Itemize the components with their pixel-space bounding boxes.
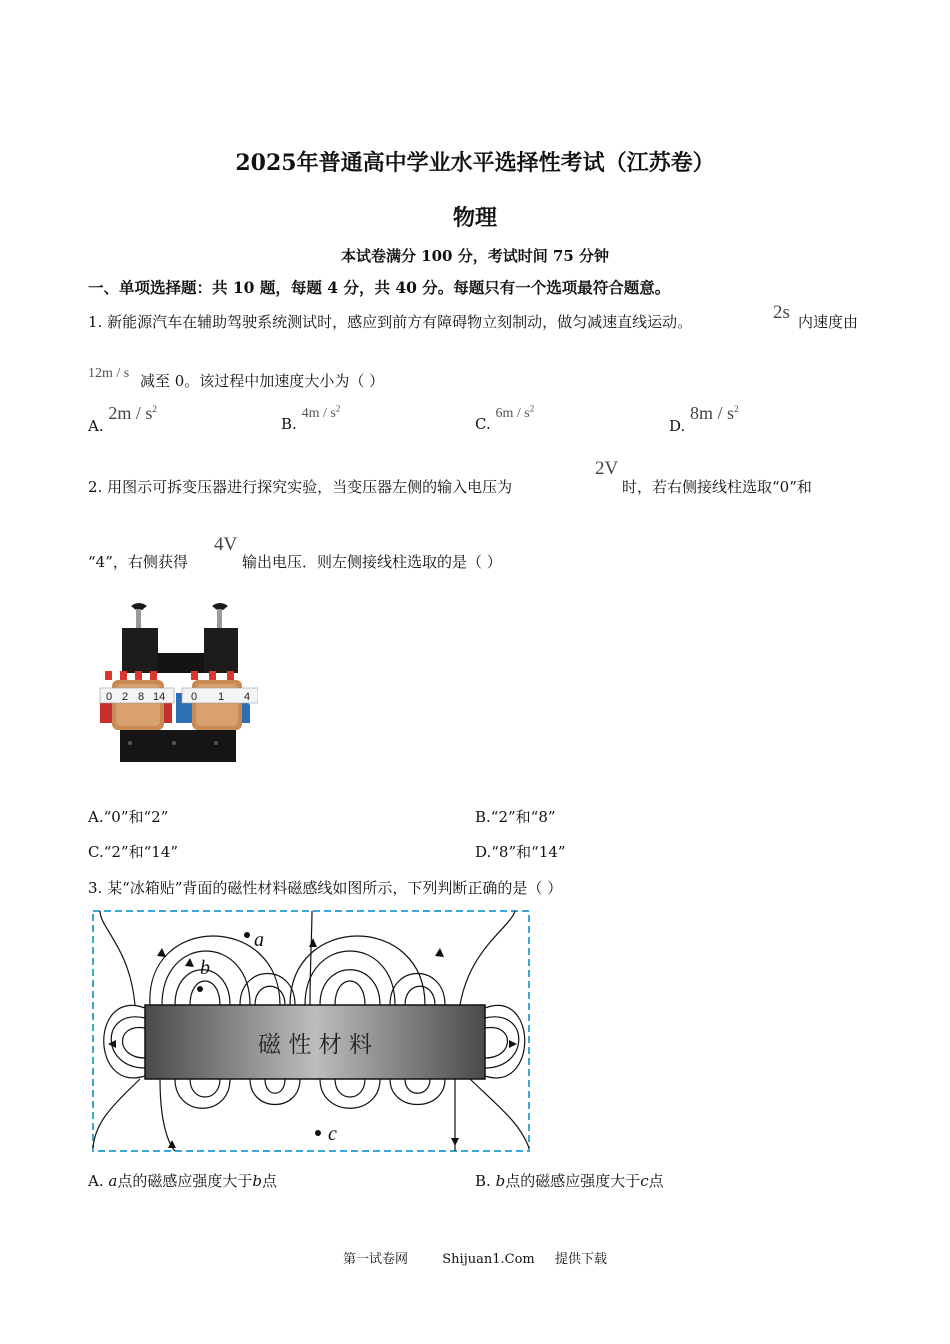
q2-stem-b: 时，若右侧接线柱选取“0”和: [622, 478, 812, 496]
left-terminal-label: 14: [153, 691, 166, 703]
q2-stem-d: 输出电压．则左侧接线柱选取的是（ ）: [242, 553, 502, 571]
option-letter: C.: [475, 415, 491, 433]
q2-option-d[interactable]: [475, 841, 566, 862]
footer-right: 提供下载: [555, 1252, 608, 1267]
left-terminal-label: 0: [106, 691, 113, 703]
point-c-label: c: [328, 1123, 337, 1145]
footer-site[interactable]: Shijuan1.Com: [442, 1252, 535, 1267]
magnetic-field-figure: [90, 908, 532, 1154]
option-letter: D.: [475, 843, 492, 861]
option-text: 点的磁感应强度大于: [117, 1172, 253, 1190]
q2-v-out: 4V: [214, 534, 238, 555]
point-a-label: a: [254, 929, 264, 951]
option-letter: C.: [88, 843, 104, 861]
option-value: $4m / s^2$: [301, 403, 341, 421]
option-text: “0”和“2”: [103, 808, 169, 826]
option-letter: A.: [88, 808, 104, 826]
option-text: 点: [261, 1172, 277, 1190]
option-text: 点的磁感应强度大于: [505, 1172, 641, 1190]
section-heading: 一、单项选择题：共 10 题，每题 4 分，共 40 分。每题只有一个选项最符合题意。: [88, 278, 671, 297]
footer: [0, 1248, 950, 1267]
right-knob-icon: [212, 603, 228, 631]
q3-option-b[interactable]: [475, 1170, 664, 1191]
option-letter: D.: [669, 417, 686, 435]
q1-stem-a: 1. 新能源汽车在辅助驾驶系统测试时，感应到前方有障碍物立刻制动，做匀减速直线运动。: [88, 313, 693, 331]
point-c-marker: [315, 1130, 321, 1136]
option-var: c: [640, 1172, 649, 1190]
right-terminal-label: 0: [191, 691, 198, 703]
q2-option-b[interactable]: [475, 806, 556, 827]
right-terminal-label: 4: [244, 691, 251, 703]
q2-v-in: 2V: [595, 458, 619, 479]
footer-left: 第一试卷网: [342, 1252, 408, 1267]
option-var: b: [252, 1172, 262, 1190]
transformer-figure: [98, 598, 258, 768]
option-var: a: [108, 1172, 118, 1190]
q3-stem: 3. 某“冰箱贴”背面的磁性材料磁感线如图所示，下列判断正确的是（ ）: [88, 879, 563, 897]
q3-option-a[interactable]: [88, 1170, 277, 1191]
q2-option-c[interactable]: [88, 841, 178, 862]
subject-title: 物理: [452, 205, 497, 231]
q2-stem-c: “4”，右侧获得: [88, 553, 188, 571]
left-terminal-label: 2: [122, 691, 129, 703]
q1-time: 2s: [773, 302, 790, 323]
option-text: “2”和“8”: [490, 808, 556, 826]
option-text: “2”和“14”: [103, 843, 179, 861]
exam-title: 2025年普通高中学业水平选择性考试（江苏卷）: [235, 150, 715, 176]
option-text: “8”和“14”: [491, 843, 566, 861]
option-letter: A.: [88, 417, 104, 435]
q1-option-c[interactable]: [475, 403, 535, 433]
q2-stem-a: 2. 用图示可拆变压器进行探究实验，当变压器左侧的输入电压为: [88, 478, 513, 496]
option-letter: B.: [475, 808, 491, 826]
q1-option-d[interactable]: [669, 403, 739, 435]
option-var: b: [495, 1172, 506, 1190]
option-letter: A.: [88, 1172, 104, 1190]
option-letter: B.: [475, 1172, 491, 1190]
q1-stem-c: 减至 0。该过程中加速度大小为（ ）: [140, 372, 385, 390]
left-knob-icon: [131, 603, 147, 631]
q1-stem-line1: [88, 311, 692, 332]
left-terminal-label: 8: [138, 691, 145, 703]
option-value: $6m / s^2$: [495, 403, 535, 421]
q1-option-b[interactable]: [281, 403, 341, 433]
option-value: $2m / s^2$: [108, 403, 157, 423]
point-a-marker: [244, 932, 250, 938]
point-b-marker: [197, 986, 203, 992]
option-text: 点: [648, 1172, 664, 1190]
q2-option-a[interactable]: [88, 806, 168, 827]
point-b-label: b: [200, 957, 210, 979]
q1-option-a[interactable]: [88, 403, 157, 435]
option-value: $8m / s^2$: [690, 403, 739, 423]
right-terminal-label: 1: [218, 691, 225, 703]
q1-speed: 12m / s: [88, 366, 130, 381]
magnet-label: 磁 性 材 料: [258, 1032, 372, 1058]
q1-stem-b: 内速度由: [798, 313, 859, 331]
exam-info: 本试卷满分 100 分，考试时间 75 分钟: [340, 247, 610, 265]
option-letter: B.: [281, 415, 297, 433]
